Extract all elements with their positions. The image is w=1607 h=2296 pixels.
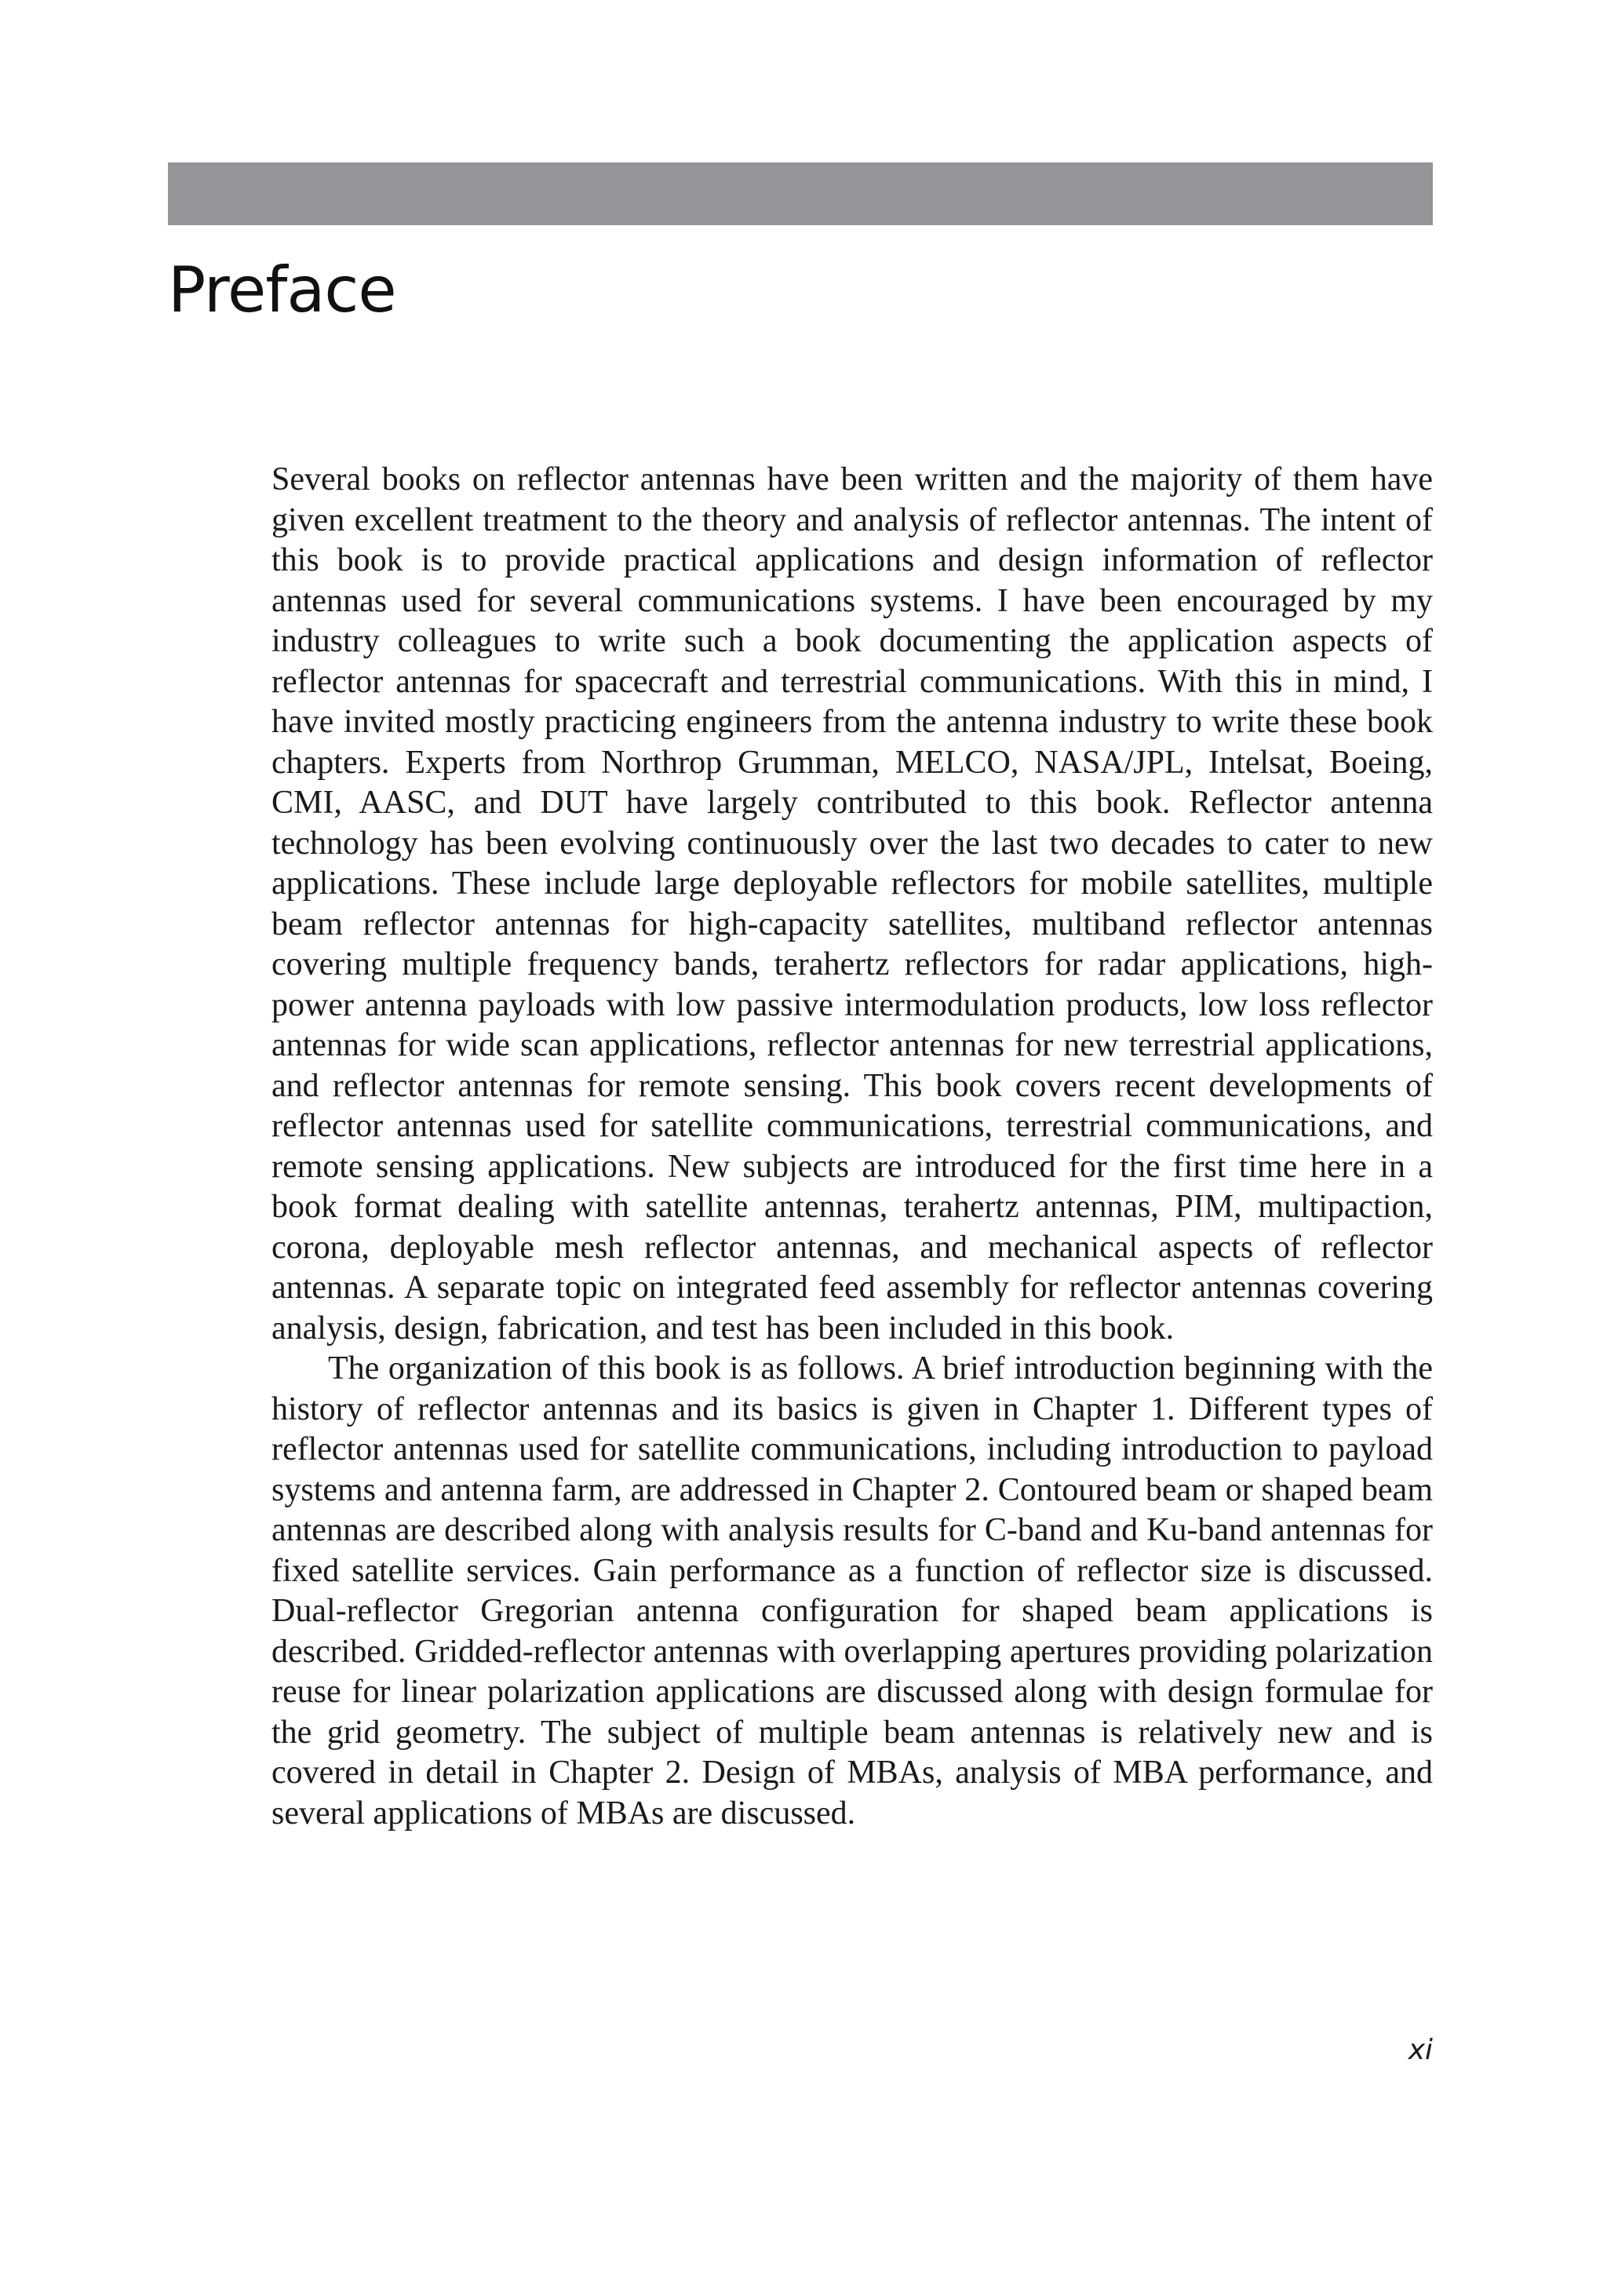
- preface-body: [271, 460, 1433, 1834]
- paragraph-2: The organization of this book is as follows. A brief introduction beginning with the history of reflector antennas and its basics is given in Chapter 1. Different types of reflector antennas used for satellite communications, including introduction to payload systems and antenna farm, are addressed in Chapter 2. Contoured beam or shaped beam antennas are described along with analysis results for C-band and Ku-band antennas for fixed satellite services. Gain performance as a function of reflector size is discussed. Dual-reflector Gregorian antenna configuration for shaped beam applications is described. Gridded-reflector antennas with overlapping apertures providing polarization reuse for linear polarization applications are discussed along with design formulae for the grid geometry. The subject of multiple beam antennas is relatively new and is covered in detail in Chapter 2. Design of MBAs, analysis of MBA performance, and several applications of MBAs are discussed.: [271, 1350, 1433, 1831]
- page-number: xi: [1408, 2034, 1433, 2066]
- paragraph-1: Several books on reflector antennas have been written and the majority of them have given excellent treatment to the theory and analysis of reflector antennas. The intent of this book is to provide practical applications and design information of reflector antennas used for several communications systems. I have been encouraged by my industry colleagues to write such a book documenting the application aspects of reflector antennas for spacecraft and terrestrial communications. With this in mind, I have invited mostly practicing engineers from the antenna industry to write these book chapters. Experts from Northrop Grumman, MELCO, NASA/JPL, Intelsat, Boeing, CMI, AASC, and DUT have largely contributed to this book. Reflector antenna technology has been evolving continuously over the last two decades to cater to new applications. These include large deployable reflectors for mobile satellites, multiple beam reflector antennas for high-capacity satellites, multiband reflector antennas covering multiple frequency bands, terahertz reflectors for radar applications, high-power antenna payloads with low passive intermodulation products, low loss reflector antennas for wide scan applications, reflector antennas for new terrestrial applications, and reflector antennas for remote sensing. This book covers recent developments of reflector antennas used for satellite communications, terrestrial communications, and remote sensing applications. New subjects are introduced for the first time here in a book format dealing with satellite antennas, terahertz antennas, PIM, multipaction, corona, deployable mesh reflector antennas, and mechanical aspects of reflector antennas. A separate topic on integrated feed assembly for reflector antennas covering analysis, design, fabrication, and test has been included in this book.: [271, 461, 1433, 1347]
- chapter-title: Preface: [168, 253, 396, 326]
- chapter-header-bar: [168, 162, 1433, 225]
